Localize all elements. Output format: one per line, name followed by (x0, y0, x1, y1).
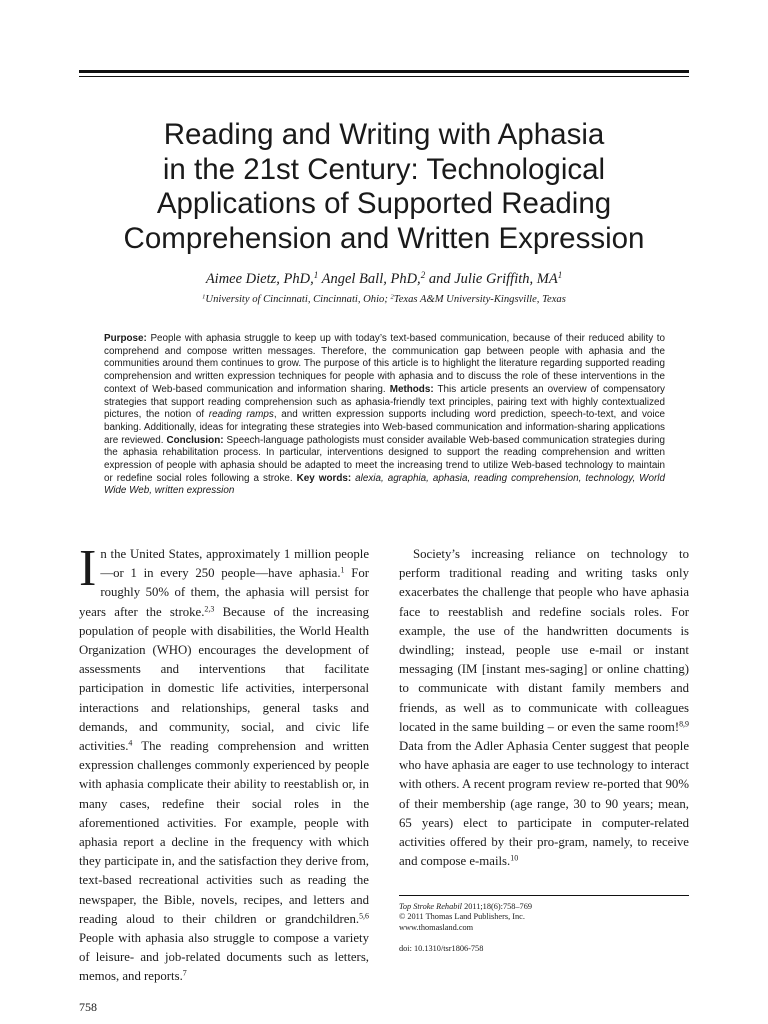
page-number: 758 (79, 1000, 97, 1014)
top-rule-thick (79, 70, 689, 73)
author-list (79, 271, 689, 288)
affil-text: Texas A&M University-Kingsville, Texas (393, 294, 566, 305)
body-text: Data from the Adler Aphasia Center suggest that people who have aphasia are eager to use technology to interact with others. A recent program review re-ported that 90% of their membership (age range, 30 to 90 years; mean, 65 years) elect to participate in computer-related activities offered by their pro-gram, namely, to receive and compose e-mails. (399, 739, 689, 869)
title-line: in the 21st Century: Technological (162, 152, 606, 186)
abstract-label: Methods: (389, 383, 434, 395)
reference-mark: 2,3 (204, 604, 215, 614)
publication-info (399, 902, 689, 955)
title-line: Applications of Supported Reading (156, 187, 612, 220)
body-text: Because of the increasing population of people with disabilities, the World Health Organization (WHO) encourages the development of assessments and interventions that facilitate participation in domestic life activities, interpersonal interactions and relationships, general tasks and demands, and community, social, and civic life activities. (79, 604, 369, 754)
abstract-text: , and written expression supports including word prediction, speech-to-text, and voice banking. Additionally, ideas for integrating these strategies into Web-based communication and information-sharing applications are reviewed. (104, 409, 666, 446)
author-connector: and (428, 271, 451, 287)
body-column-left (79, 540, 369, 987)
reference-mark: 8,9 (679, 719, 689, 729)
author-name: Aimee Dietz, PhD, (205, 271, 314, 287)
abstract-label: Purpose: (104, 333, 147, 344)
author-affil-mark: 1 (313, 270, 319, 281)
article-title (79, 118, 689, 256)
affil-mark: 1 (202, 293, 206, 301)
doi: doi: 10.1310/tsr1806-758 (399, 944, 484, 954)
reference-mark: 1 (340, 565, 345, 575)
title-line: Reading and Writing with Aphasia (163, 118, 605, 151)
journal-name: Top Stroke Rehabil (399, 902, 462, 911)
abstract-label: Key words: (296, 472, 352, 484)
author-affil-mark: 2 (420, 270, 426, 281)
website: www.thomasland.com (399, 922, 474, 932)
reference-mark: 10 (510, 853, 519, 863)
abstract-text: Speech-language pathologists must consider available Web-based communication strategies during the aphasia rehabilitation process. In particular, interventions designed to support the reading comprehension and written expression of people with aphasia should be adapted to meet the increasing trend to utilize Web-based technology to maintain or redefine social roles following a stroke. (104, 434, 665, 484)
author-affil-mark: 1 (557, 270, 563, 281)
body-text: Society’s increasing reliance on technology to perform traditional reading and writing tasks only exacerbates the challenge that people who have aphasia face to reestablish and redefine socials roles. For example, the use of the handwritten documents is dwindling; instead, people use e-mail or instant messaging (IM [instant mes-saging] or online chatting) to communicate with distant family members and friends, as well as to communicate with colleagues located in the same building – or even the same room! (399, 547, 689, 734)
reference-mark: 4 (128, 738, 133, 748)
body-text: n the United States, approximately 1 million people—or 1 in every 250 people—have aphasia. (100, 547, 369, 581)
affil-mark: 2 (390, 293, 394, 301)
body-text: For roughly 50% of them, the aphasia will persist for years after the stroke. (79, 566, 369, 619)
author-name: Angel Ball, PhD, (321, 271, 421, 287)
abstract-label: Conclusion: (166, 434, 224, 446)
body-text: The reading comprehension and written expression challenges commonly experienced by people with aphasia complicate their ability to reestablish or, in many cases, redefine their social roles in the aforementioned activities. For example, people with aphasia report a decline in the frequency with which they participate in, and the satisfaction they derive from, text-based recreational activities such as reading the newspaper, the Bible, novels, recipes, and letters and reading aloud to their children or grandchildren. (79, 739, 369, 926)
footer-rule (399, 895, 689, 896)
affiliations (79, 294, 689, 305)
reference-mark: 7 (182, 969, 187, 979)
top-rule-thin (79, 76, 689, 77)
author-name: Julie Griffith, MA (454, 271, 558, 287)
abstract-text: People with aphasia struggle to keep up with today’s text-based communication, because of their reduced ability to comprehend and compose written messages. Therefore, the communication gap between people with aphasia and the communities around them continues to grow. The purpose of this article is to highlight the literature regarding supported reading comprehension and written expression techniques for people with aphasia and to discuss the role of these interventions in the context of Web-based communication and information sharing. (104, 333, 666, 395)
keywords: alexia, agraphia, aphasia, reading comprehension, technology, World Wide Web, written expression (104, 472, 665, 497)
copyright: © 2011 Thomas Land Publishers, Inc. (399, 912, 525, 922)
body-column-right (399, 545, 689, 871)
abstract-text: This article presents an overview of compensatory strategies that support reading comprehension such as aphasia-friendly text principles, pairing text with highly contextualized pictures, the notion of (104, 383, 665, 421)
body-text: People with aphasia also struggle to compose a variety of leisure- and job-related documents such as letters, memos, and reports. (79, 931, 369, 984)
abstract (104, 333, 665, 498)
drop-cap: I (79, 540, 97, 597)
reference-mark: 5,6 (359, 911, 369, 921)
abstract-italic: reading ramps (208, 409, 274, 421)
citation: 2011;18(6):758–769 (464, 902, 532, 911)
title-line: Comprehension and Written Expression (123, 221, 645, 255)
affil-text: University of Cincinnati, Cincinnati, Ohio; (205, 294, 388, 305)
